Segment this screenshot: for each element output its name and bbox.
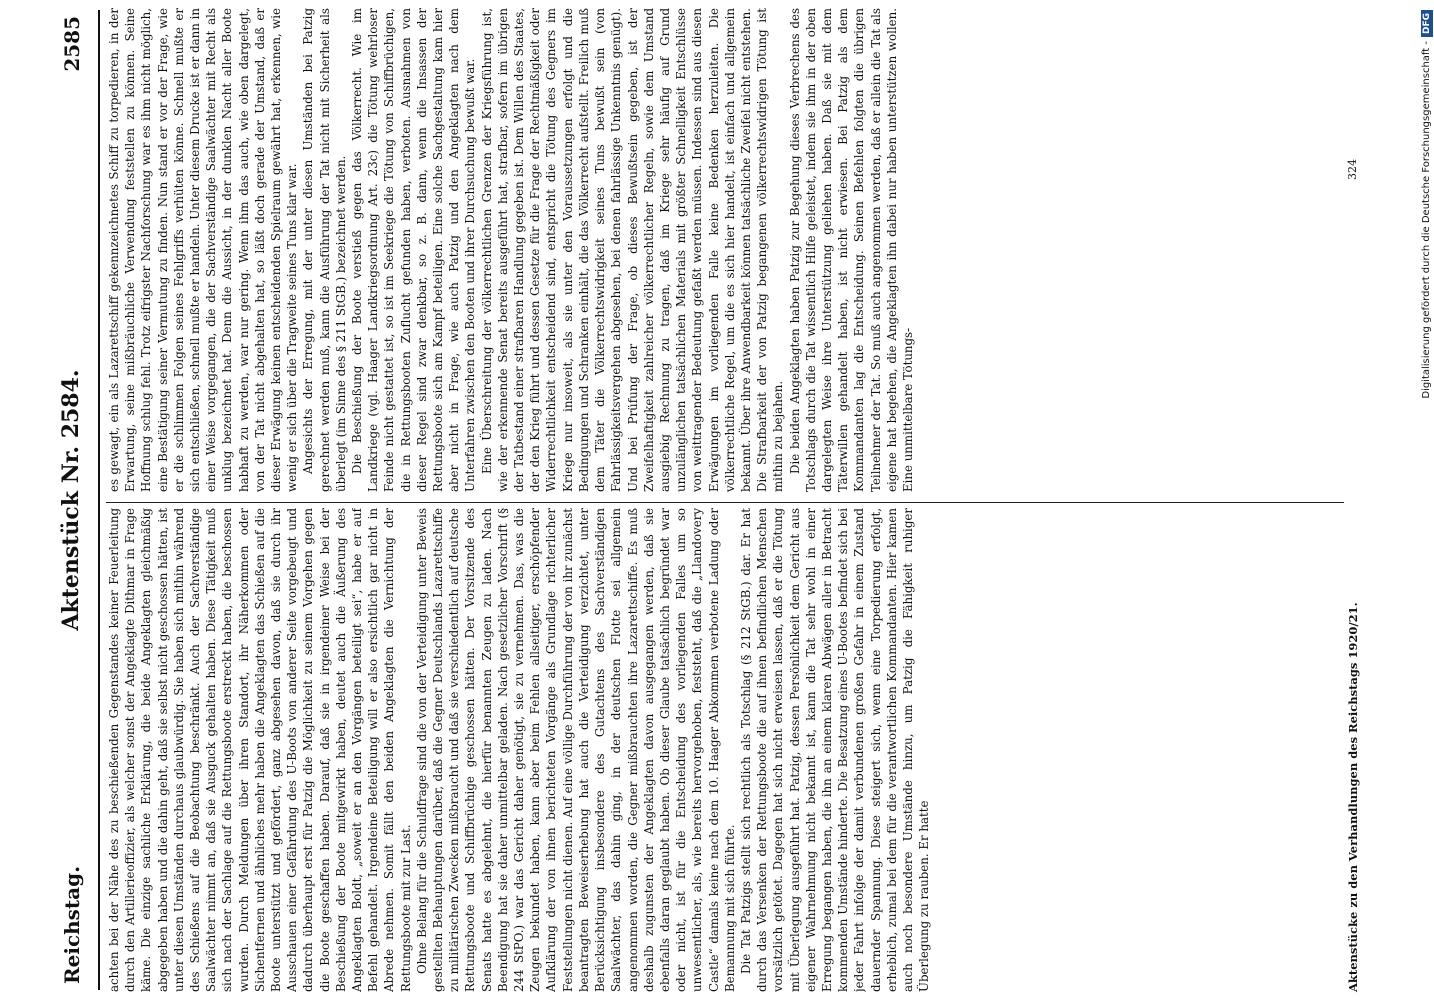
dfg-logo: DFG: [1421, 10, 1433, 37]
paragraph: Angesichts der Erregung, mit der unter diesen Umständen bei Patzig gerechnet werden muß, kann die Ausführung der Tat nicht mit Sicherheit als überlegt (im Sinne des § 211 StGB.) bezeichnet werden.: [301, 8, 348, 492]
text-column-right: [106, 8, 1344, 492]
page-header: [50, 0, 94, 1000]
paragraph: Ohne Belang für die Schuldfrage sind die von der Verteidigung unter Beweis gestellten Behauptungen darüber, daß die Gegner Deutschlands Lazarettschiffe zu militärischen Zwecken mißbraucht und daß sie verschiedentlich auf deutsche Rettungsboote und Schiffbrüchige geschossen hätten. Der Vorsitzende des Senats hatte es abgelehnt, die hierfür benannten Zeugen zu laden. Nach Beendigung hat sie daher unmittelbar geladen. Nach gesetzlicher Vorschrift (§ 244 StPO.) war das Gericht daher genötigt, sie zu vernehmen. Das, was die Zeugen bekundet haben, kann aber beim Fehlen allseitiger, erschöpfender Aufklärung der von ihnen berichteten Vorgänge als Grundlage richterlicher Feststellungen nicht dienen. Auf eine völlige Durchführung der von ihr zunächst beantragten Beweiserhebung hat auch die Verteidigung verzichtet, unter Berücksichtigung insbesondere des Gutachtens des Sachverständigen Saalwächter, das dahin ging, in der deutschen Flotte sei allgemein angenommen worden, die Gegner mißbrauchten ihre Lazarettschiffe. Es muß deshalb zugunsten der Angeklagten davon ausgegangen werden, daß sie ebenfalls daran geglaubt haben. Ob dieser Glaube tatsächlich begründet war oder nicht, ist für die Entscheidung des vorliegenden Falles um so unwesentlicher, als, wie bereits hervorgehoben, feststeht, daß die „Llandovery Castle“ damals keine nach dem 10. Haager Abkommen verbotene Ladung oder Bemannung mit sich führte.: [414, 508, 737, 992]
paragraph: Die beiden Angeklagten haben Patzig zur Begehung dieses Verbrechens des Totschlags durch die Tat wissentlich Hilfe geleistet, indem sie ihm in der oben dargelegten Weise ihre Unterstützung geliehen haben. Daß sie mit dem Täterwillen gehandelt haben, ist nicht erwiesen. Bei Patzig als dem Kommandanten lag die Entscheidung. Seinen Befehlen folgten die übrigen Teilnehmer der Tat. So muß auch angenommen werden, daß er allein die Tat als eigene hat begehen, die Angeklagten ihn dabei nur haben unterstützen wollen. Eine unmittelbare Tötungs-: [787, 8, 915, 492]
document-page: [50, 0, 1380, 1000]
paragraph: Die Tat Patzigs stellt sich rechtlich als Totschlag (§ 212 StGB.) dar. Er hat durch das Versenken der Rettungsboote die auf ihnen befindlichen Menschen vorsätzlich getötet. Dagegen hat sich nicht erweisen lassen, daß er die Tötung mit Überlegung ausgeführt hat. Patzig, dessen Persönlichkeit dem Gericht aus eigener Wahrnehmung nicht bekannt ist, kann die Tat sehr wohl in einer Erregung begangen haben, die ihn an einem klaren Abwägen aller in Betracht kommenden Umstände hinderte. Die Besatzung eines U-Bootes befindet sich bei jeder Fahrt infolge der damit verbundenen großen Gefahr in einem Zustand dauernder Spannung. Diese steigert sich, wenn eine Torpedierung erfolgt, erheblich, zumal bei dem für die verantwortlichen Kommandanten. Hier kamen auch noch besondere Umstände hinzu, um Patzig die Fähigkeit ruhiger Überlegung zu rauben. Er hatte: [738, 508, 932, 992]
header-title: Aktenstück Nr. 2584.: [58, 369, 84, 631]
footer-sheet-number: 324: [1346, 159, 1359, 180]
header-left: Reichstag.: [60, 865, 84, 984]
paragraph: achten bei der Nähe des zu beschießenden Gegenstandes keiner Feuerleitung durch den Artillerieoffizier, als welcher sonst der Angeklagte Dithmar in Frage käme. Die einzige sachliche Erklärung, die beide Angeklagten gleichmäßig abgegeben haben und die dahin geht, daß sie selbst nicht geschossen hätten, ist unter diesen Umständen durchaus glaubwürdig. Sie haben sich mithin während des Schießens auf die Beobachtung beschränkt. Auch der Sachverständige Saalwächter nimmt an, daß sie Ausguck gehalten haben. Diese Tätigkeit muß sich nach der Sachlage auf die Rettungsboote erstreckt haben, die beschossen wurden. Durch Meldungen über ihren Standort, ihr Näherkommen oder Sichentfernen und ähnliches mehr haben die Angeklagten das Schießen auf die Boote unterstützt und gefördert, ganz abgesehen davon, daß sie durch ihr Ausschauen einer Gefährdung des U-Boots von anderer Seite vorgebeugt und dadurch überhaupt erst für Patzig die Möglichkeit zu seinem Vorgehen gegen die Boote geschaffen haben. Darauf, daß sie in irgendeiner Weise bei der Beschießung der Boote mitgewirkt haben, deutet auch die Äußerung des Angeklagten Boldt, „soweit er an den Vorgängen beteiligt sei“, habe er auf Befehl gehandelt. Irgendeine Beteiligung will er also ersichtlich gar nicht in Abrede nehmen. Somit fällt den beiden Angeklagten die Vernichtung der Rettungsboote mit zur Last.: [107, 508, 413, 992]
digitization-credit: [1418, 0, 1434, 1000]
paragraph: es gewagt, ein als Lazarettschiff gekennzeichnetes Schiff zu torpedieren, in der Erwartung, seine mißbräuchliche Verwendung feststellen zu können. Seine Hoffnung schlug fehl. Trotz eifrigster Nachforschung war es ihm nicht möglich, eine Bestätigung seiner Vermutung zu finden. Nun stand er vor der Frage, wie er die schlimmen Folgen seines Fehlgriffs verhüten könne. Schnell mußte er sich entschließen, schnell mußte er handeln. Unter diesem Drucke ist er dann in einer Weise vorgegangen, die der Sachverständige Saalwächter mit Recht als unklug bezeichnet hat. Denn die Aussicht, in der dunklen Nacht aller Boote habhaft zu werden, war nur gering. Wenn ihm das auch, wie oben dargelegt, von der Tat nicht abgehalten hat, so läßt doch gerade der Umstand, daß er dieser Erwägung keinen entscheidenden Spielraum gewährt hat, erkennen, wie wenig er sich über die Tragweite seines Tuns klar war.: [107, 8, 300, 492]
paragraph: Eine Überschreitung der völkerrechtlichen Grenzen der Kriegsführung ist, wie der erkennende Senat bereits ausgeführt hat, strafbar, sofern im übrigen der Tatbestand einer strafbaren Handlung gegeben ist. Dem Willen des Staates, der den Krieg führt und dessen Gesetze für die Frage der Rechtmäßigkeit oder Widerrechtlichkeit entscheidend sind, entspricht die Tötung des Gegners im Kriege nur insoweit, als sie unter den Voraussetzungen erfolgt und die Bedingungen und Schranken einhält, die das Völkerrecht aufstellt. Freilich muß dem Täter die Völkerrechtswidrigkeit seines Tuns bewußt sein (von Fahrlässigkeitsvergehen abgesehen, bei denen fahrlässige Unkenntnis genügt). Und bei Prüfung der Frage, ob dieses Bewußtsein gegeben, ist der Zweifelhaftigkeit zahlreicher völkerrechtlicher Regeln, sowie dem Umstand ausgiebig Rechnung zu tragen, daß im Kriege sehr häufig auf Grund unzulänglichen tatsächlichen Materials mit größter Schnelligkeit Entschlüsse von weittragender Bedeutung gefaßt werden müssen. Indessen sind aus diesen Erwägungen im vorliegenden Falle keine Bedenken herzuleiten. Die völkerrechtliche Regel, um die es sich hier handelt, ist einfach und allgemein bekannt. Über ihre Anwendbarkeit können tatsächliche Zweifel nicht entstehen. Die Strafbarkeit der von Patzig begangenen völkerrechtswidrigen Tötung ist mithin zu bejahen.: [479, 8, 786, 492]
credit-text: Digitalisierung gefördert durch die Deutsche Forschungsgemeinschaft -: [1421, 41, 1432, 399]
column-divider: [106, 502, 1344, 503]
page-number: 2585: [60, 16, 84, 72]
paragraph: Die Beschießung der Boote verstieß gegen das Völkerrecht. Wie im Landkriege (vgl. Haager Landkriegsordnung Art. 23c) die Tötung wehrloser Feinde nicht gestattet ist, so ist im Seekriege die Tötung von Schiffbrüchigen, die in Rettungsbooten Zuflucht gefunden haben, verboten. Ausnahmen von dieser Regel sind zwar denkbar, so z. B. dann, wenn die Insassen der Rettungsboote sich am Kampf beteiligen. Eine solche Sachgestaltung kam hier aber nicht in Frage, wie auch Patzig und den Angeklagten nach dem Unterfahren zwischen den Booten und ihrer Durchsuchung bewußt war.: [350, 8, 478, 492]
header-rule: [98, 10, 100, 990]
footer-source: Aktenstücke zu den Verhandlungen des Reichstags 1920/21.: [1346, 602, 1360, 992]
text-column-left: [106, 508, 1344, 992]
